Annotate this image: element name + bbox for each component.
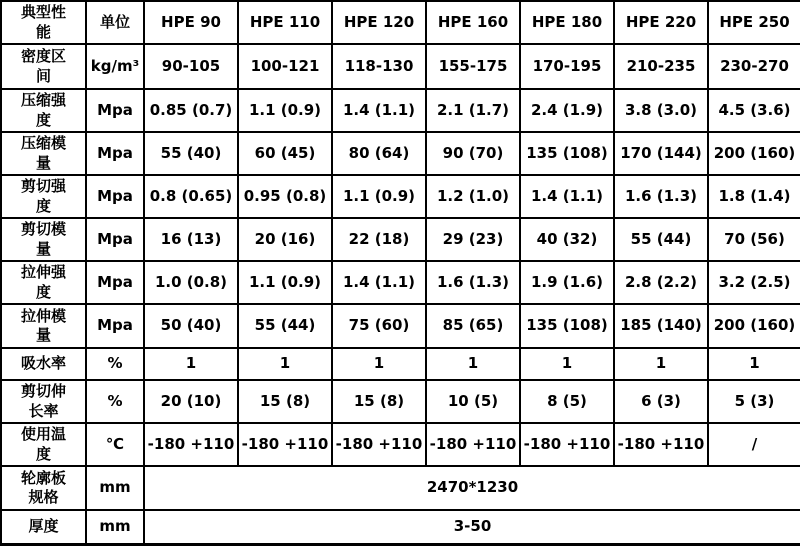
value-cell: 1.2 (1.0) <box>426 175 520 218</box>
value-cell: 2.1 (1.7) <box>426 89 520 132</box>
row-label: 厚度 <box>1 510 86 544</box>
row-unit: Mpa <box>86 261 144 304</box>
value-cell: 200 (160) <box>708 304 800 348</box>
col-header-property: 典型性能 <box>1 1 86 44</box>
value-cell: 55 (44) <box>614 218 708 261</box>
value-cell: 70 (56) <box>708 218 800 261</box>
row-unit: Mpa <box>86 218 144 261</box>
value-cell: 22 (18) <box>332 218 426 261</box>
value-cell: 6 (3) <box>614 380 708 423</box>
row-tensile-strength <box>1 261 800 304</box>
col-header-hpe-110: HPE 110 <box>238 1 332 44</box>
value-cell: 200 (160) <box>708 132 800 175</box>
row-label: 剪切强度 <box>1 175 86 218</box>
row-water-absorption <box>1 348 800 380</box>
col-header-unit: 单位 <box>86 1 144 44</box>
value-cell: 135 (108) <box>520 132 614 175</box>
value-cell: 60 (45) <box>238 132 332 175</box>
value-cell: 20 (10) <box>144 380 238 423</box>
value-cell: 5 (3) <box>708 380 800 423</box>
row-label: 轮廓板规格 <box>1 466 86 510</box>
value-cell: 1.4 (1.1) <box>332 89 426 132</box>
value-cell: 15 (8) <box>238 380 332 423</box>
value-cell: 10 (5) <box>426 380 520 423</box>
row-unit: Mpa <box>86 132 144 175</box>
value-cell: 170 (144) <box>614 132 708 175</box>
row-label: 压缩强度 <box>1 89 86 132</box>
value-cell: 3.2 (2.5) <box>708 261 800 304</box>
col-header-hpe-220: HPE 220 <box>614 1 708 44</box>
value-cell: -180 +110 <box>614 423 708 466</box>
col-header-hpe-180: HPE 180 <box>520 1 614 44</box>
value-cell: 90-105 <box>144 44 238 89</box>
value-cell: 1 <box>614 348 708 380</box>
value-cell: 170-195 <box>520 44 614 89</box>
value-cell: 40 (32) <box>520 218 614 261</box>
row-shear-strength <box>1 175 800 218</box>
value-cell: 210-235 <box>614 44 708 89</box>
row-label: 拉伸模量 <box>1 304 86 348</box>
value-cell: 1 <box>520 348 614 380</box>
value-cell: 1.9 (1.6) <box>520 261 614 304</box>
value-cell: 185 (140) <box>614 304 708 348</box>
row-label: 剪切模量 <box>1 218 86 261</box>
row-label: 剪切伸长率 <box>1 380 86 423</box>
col-header-hpe-160: HPE 160 <box>426 1 520 44</box>
value-cell: 1 <box>144 348 238 380</box>
value-cell: -180 +110 <box>144 423 238 466</box>
row-label: 压缩模量 <box>1 132 86 175</box>
row-label: 使用温度 <box>1 423 86 466</box>
value-cell: 1.4 (1.1) <box>332 261 426 304</box>
value-cell: 135 (108) <box>520 304 614 348</box>
row-service-temperature <box>1 423 800 466</box>
row-shear-elongation <box>1 380 800 423</box>
value-cell: 1.1 (0.9) <box>238 89 332 132</box>
row-unit: % <box>86 380 144 423</box>
row-label: 密度区间 <box>1 44 86 89</box>
value-cell: 1 <box>708 348 800 380</box>
row-density-range <box>1 44 800 89</box>
value-cell: 20 (16) <box>238 218 332 261</box>
value-cell: 0.85 (0.7) <box>144 89 238 132</box>
value-cell: 55 (44) <box>238 304 332 348</box>
value-cell: 2.4 (1.9) <box>520 89 614 132</box>
row-compressive-modulus <box>1 132 800 175</box>
value-cell: 1.1 (0.9) <box>332 175 426 218</box>
value-cell: 50 (40) <box>144 304 238 348</box>
value-cell: 29 (23) <box>426 218 520 261</box>
row-unit: Mpa <box>86 175 144 218</box>
value-cell: 75 (60) <box>332 304 426 348</box>
value-cell: 0.95 (0.8) <box>238 175 332 218</box>
value-cell: 8 (5) <box>520 380 614 423</box>
value-cell: 1 <box>238 348 332 380</box>
merged-value-cell: 3-50 <box>144 510 800 544</box>
value-cell: 230-270 <box>708 44 800 89</box>
value-cell: 1.6 (1.3) <box>614 175 708 218</box>
value-cell: 90 (70) <box>426 132 520 175</box>
value-cell: 80 (64) <box>332 132 426 175</box>
value-cell: 1.4 (1.1) <box>520 175 614 218</box>
value-cell: -180 +110 <box>238 423 332 466</box>
value-cell: 1.8 (1.4) <box>708 175 800 218</box>
merged-value-cell: 2470*1230 <box>144 466 800 510</box>
row-sheet-size <box>1 466 800 510</box>
value-cell: -180 +110 <box>520 423 614 466</box>
row-unit: ℃ <box>86 423 144 466</box>
row-unit: Mpa <box>86 89 144 132</box>
value-cell: 118-130 <box>332 44 426 89</box>
row-unit: % <box>86 348 144 380</box>
value-cell: 1 <box>332 348 426 380</box>
row-unit: mm <box>86 510 144 544</box>
value-cell: 15 (8) <box>332 380 426 423</box>
value-cell: 3.8 (3.0) <box>614 89 708 132</box>
value-cell: 1.1 (0.9) <box>238 261 332 304</box>
value-cell: 155-175 <box>426 44 520 89</box>
value-cell: 2.8 (2.2) <box>614 261 708 304</box>
value-cell: 85 (65) <box>426 304 520 348</box>
col-header-hpe-250: HPE 250 <box>708 1 800 44</box>
value-cell: 4.5 (3.6) <box>708 89 800 132</box>
value-cell: 1 <box>426 348 520 380</box>
row-label: 吸水率 <box>1 348 86 380</box>
row-unit: kg/m³ <box>86 44 144 89</box>
value-cell: / <box>708 423 800 466</box>
value-cell: 55 (40) <box>144 132 238 175</box>
row-unit: Mpa <box>86 304 144 348</box>
row-label: 拉伸强度 <box>1 261 86 304</box>
row-tensile-modulus <box>1 304 800 348</box>
row-thickness <box>1 510 800 544</box>
value-cell: 1.0 (0.8) <box>144 261 238 304</box>
value-cell: 100-121 <box>238 44 332 89</box>
value-cell: 0.8 (0.65) <box>144 175 238 218</box>
value-cell: 16 (13) <box>144 218 238 261</box>
row-shear-modulus <box>1 218 800 261</box>
value-cell: -180 +110 <box>332 423 426 466</box>
col-header-hpe-90: HPE 90 <box>144 1 238 44</box>
value-cell: 1.6 (1.3) <box>426 261 520 304</box>
col-header-hpe-120: HPE 120 <box>332 1 426 44</box>
value-cell: -180 +110 <box>426 423 520 466</box>
row-compressive-strength <box>1 89 800 132</box>
row-unit: mm <box>86 466 144 510</box>
header-row <box>1 1 800 44</box>
